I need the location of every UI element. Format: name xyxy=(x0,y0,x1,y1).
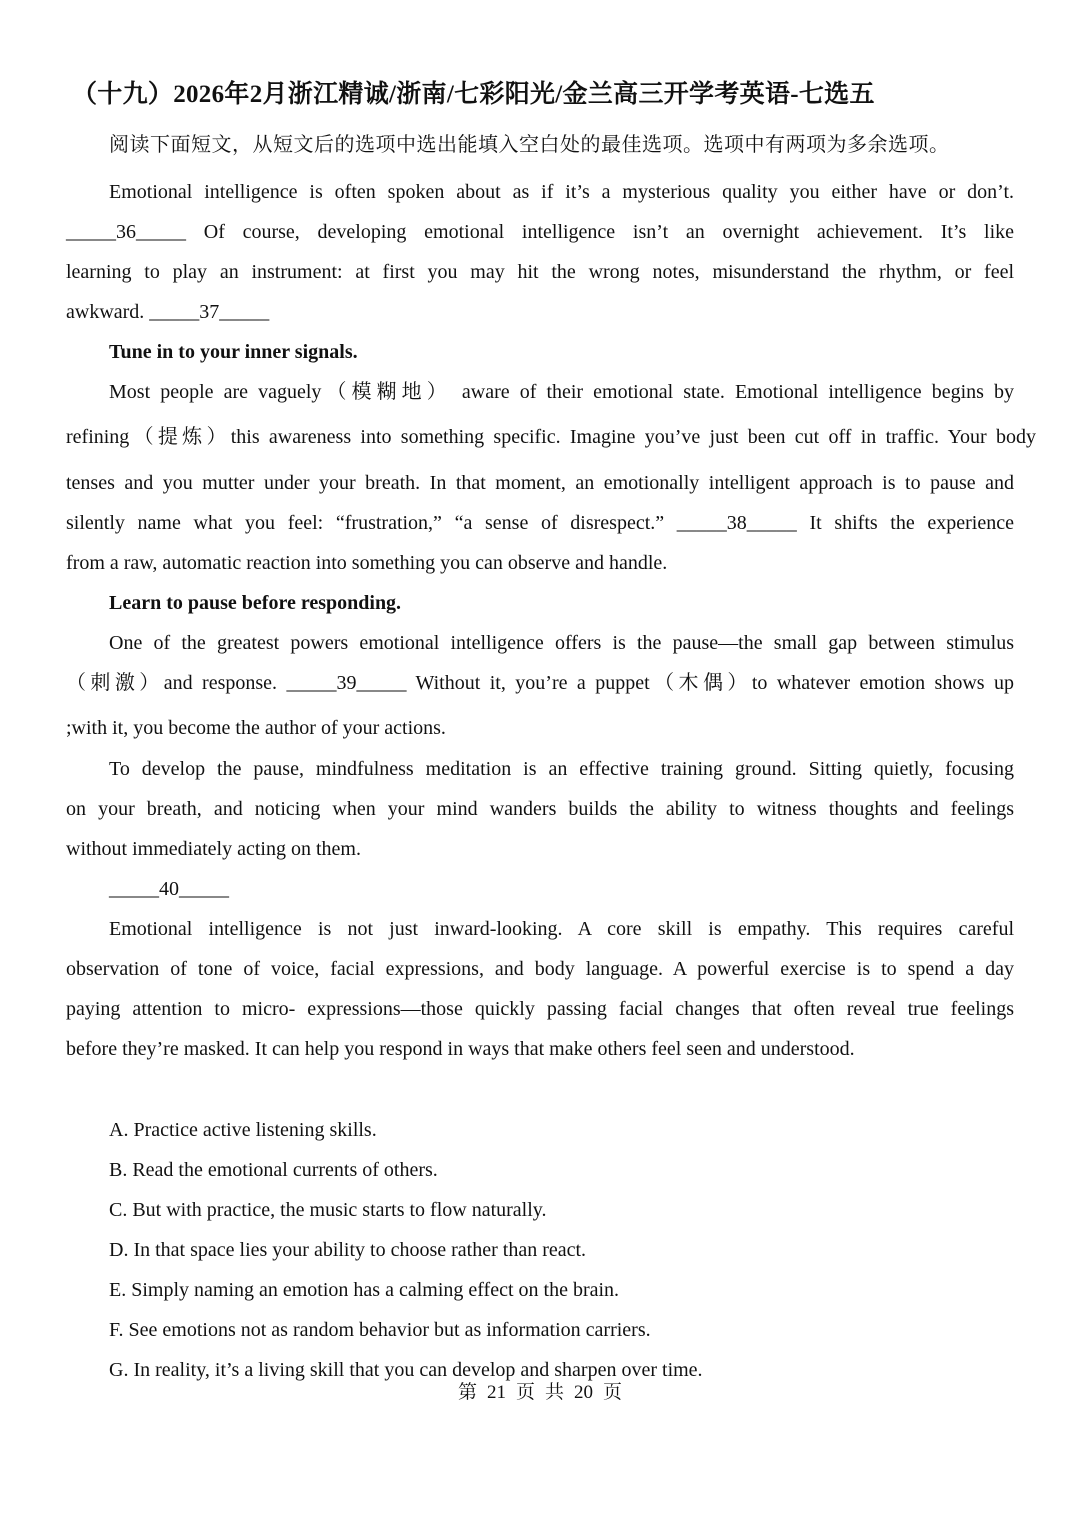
paragraph-5-line-2: observation of tone of voice, facial expressions, and body language. A powerful exercise is to spend a day xyxy=(66,958,1014,980)
option-a: A. Practice active listening skills. xyxy=(109,1119,377,1141)
section-heading-pause: Learn to pause before responding. xyxy=(109,592,402,614)
instructions-text: 阅读下面短文，从短文后的选项中选出能填入空白处的最佳选项。选项中有两项为多余选项。 xyxy=(109,134,950,156)
paragraph-2-line-3: tenses and you mutter under your breath. In that moment, an emotionally intelligent approach is to pause and xyxy=(66,472,1014,494)
paragraph-2-line-1: Most people are vaguely（模糊地） aware of their emotional state. Emotional intelligence begins by xyxy=(109,381,1014,403)
paragraph-1-line-4: awkward. _____37_____ xyxy=(66,301,270,323)
paragraph-1-line-2: _____36_____ Of course, developing emotional intelligence isn’t an overnight achievement. It’s like xyxy=(66,221,1014,243)
paragraph-3-line-2: （刺激）and response. _____39_____ Without it, you’re a puppet（木偶）to whatever emotion shows up xyxy=(66,672,1014,694)
paragraph-4-line-3: without immediately acting on them. xyxy=(66,838,361,860)
footer-page-current: 21 xyxy=(486,1382,506,1403)
paragraph-2-line-4: silently name what you feel: “frustration,” “a sense of disrespect.” _____38_____ It shifts the experience xyxy=(66,512,1014,534)
footer-page-mid: 页 xyxy=(515,1382,535,1403)
paragraph-1-line-3: learning to play an instrument: at first you may hit the wrong notes, misunderstand the rhythm, or feel xyxy=(66,261,1014,283)
footer-page-total: 20 xyxy=(574,1382,594,1403)
option-c: C. But with practice, the music starts to flow naturally. xyxy=(109,1199,547,1221)
paragraph-4-line-2: on your breath, and noticing when your mind wanders builds the ability to witness thoughts and feelings xyxy=(66,798,1014,820)
paragraph-5-line-3: paying attention to micro- expressions—those quickly passing facial changes that often reveal true feelings xyxy=(66,998,1014,1020)
footer-page-suffix: 页 xyxy=(603,1382,623,1403)
footer-page-prefix: 第 xyxy=(457,1382,477,1403)
option-e: E. Simply naming an emotion has a calming effect on the brain. xyxy=(109,1279,620,1301)
page-footer xyxy=(0,1380,1080,1406)
section-heading-inner-signals: Tune in to your inner signals. xyxy=(109,341,358,363)
paragraph-2-line-5: from a raw, automatic reaction into something you can observe and handle. xyxy=(66,552,668,574)
option-g: G. In reality, it’s a living skill that you can develop and sharpen over time. xyxy=(109,1359,703,1381)
option-b: B. Read the emotional currents of others. xyxy=(109,1159,438,1181)
paragraph-2-line-2: refining（提炼）this awareness into something specific. Imagine you’ve just been cut off in traffic. Your body xyxy=(66,426,1036,448)
paragraph-3-line-3: ;with it, you become the author of your actions. xyxy=(66,717,446,739)
footer-total-prefix: 共 xyxy=(545,1382,565,1403)
page-title: （十九）2026年2月浙江精诚/浙南/七彩阳光/金兰高三开学考英语-七选五 xyxy=(72,81,875,108)
section-heading-blank-40: _____40_____ xyxy=(109,878,229,900)
paragraph-4-line-1: To develop the pause, mindfulness meditation is an effective training ground. Sitting quietly, focusing xyxy=(109,758,1014,780)
paragraph-5-line-4: before they’re masked. It can help you respond in ways that make others feel seen and understood. xyxy=(66,1038,855,1060)
paragraph-1-line-1: Emotional intelligence is often spoken about as if it’s a mysterious quality you either have or don’t. xyxy=(109,181,1014,203)
paragraph-3-line-1: One of the greatest powers emotional intelligence offers is the pause—the small gap between stimulus xyxy=(109,632,1014,654)
paragraph-5-line-1: Emotional intelligence is not just inward-looking. A core skill is empathy. This requires careful xyxy=(109,918,1014,940)
option-f: F. See emotions not as random behavior but as information carriers. xyxy=(109,1319,651,1341)
option-d: D. In that space lies your ability to choose rather than react. xyxy=(109,1239,587,1261)
